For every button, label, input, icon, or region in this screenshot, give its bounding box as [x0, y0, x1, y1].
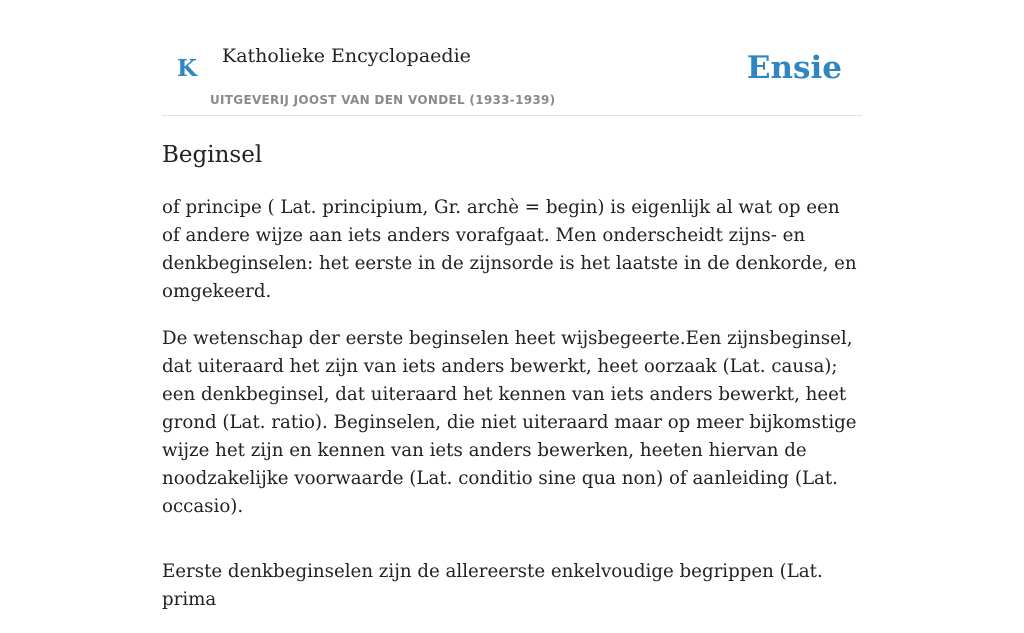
article-title: Beginsel — [162, 142, 263, 168]
site-header — [162, 0, 862, 116]
article-paragraph: of principe ( Lat. principium, Gr. archè = begin) is eigenlijk al wat op een of andere wijze aan iets anders vorafgaat. Men onderscheidt zijns- en denkbeginselen: het eerste in de zijnsorde is het laatste in de denkorde, en omgekeerd. — [162, 197, 857, 302]
article-paragraph: De wetenschap der eerste beginselen heet wijsbegeerte.Een zijnsbeginsel, dat uiteraard het zijn van iets anders bewerkt, heet oorzaak (Lat. causa); een denkbeginsel, dat uiteraard het kennen van iets anders bewerkt, heet grond (Lat. ratio). Beginselen, die niet uiteraard maar op meer bijkomstige wijze het zijn en kennen van iets anders bewerken, heeten hiervan de noodzakelijke voorwaarde (Lat. conditio sine qua non) of aanleiding (Lat. occasio). — [162, 328, 857, 517]
article-paragraph: Eerste denkbeginselen zijn de allereerste enkelvoudige begrippen (Lat. prima — [162, 561, 823, 610]
publisher-label: UITGEVERIJ JOOST VAN DEN VONDEL (1933-1939) — [210, 93, 556, 107]
article-body — [162, 138, 862, 633]
site-title[interactable]: Katholieke Encyclopaedie — [222, 45, 471, 67]
k-logo-icon[interactable]: K — [177, 55, 197, 82]
ensie-logo[interactable]: Ensie — [746, 50, 842, 86]
